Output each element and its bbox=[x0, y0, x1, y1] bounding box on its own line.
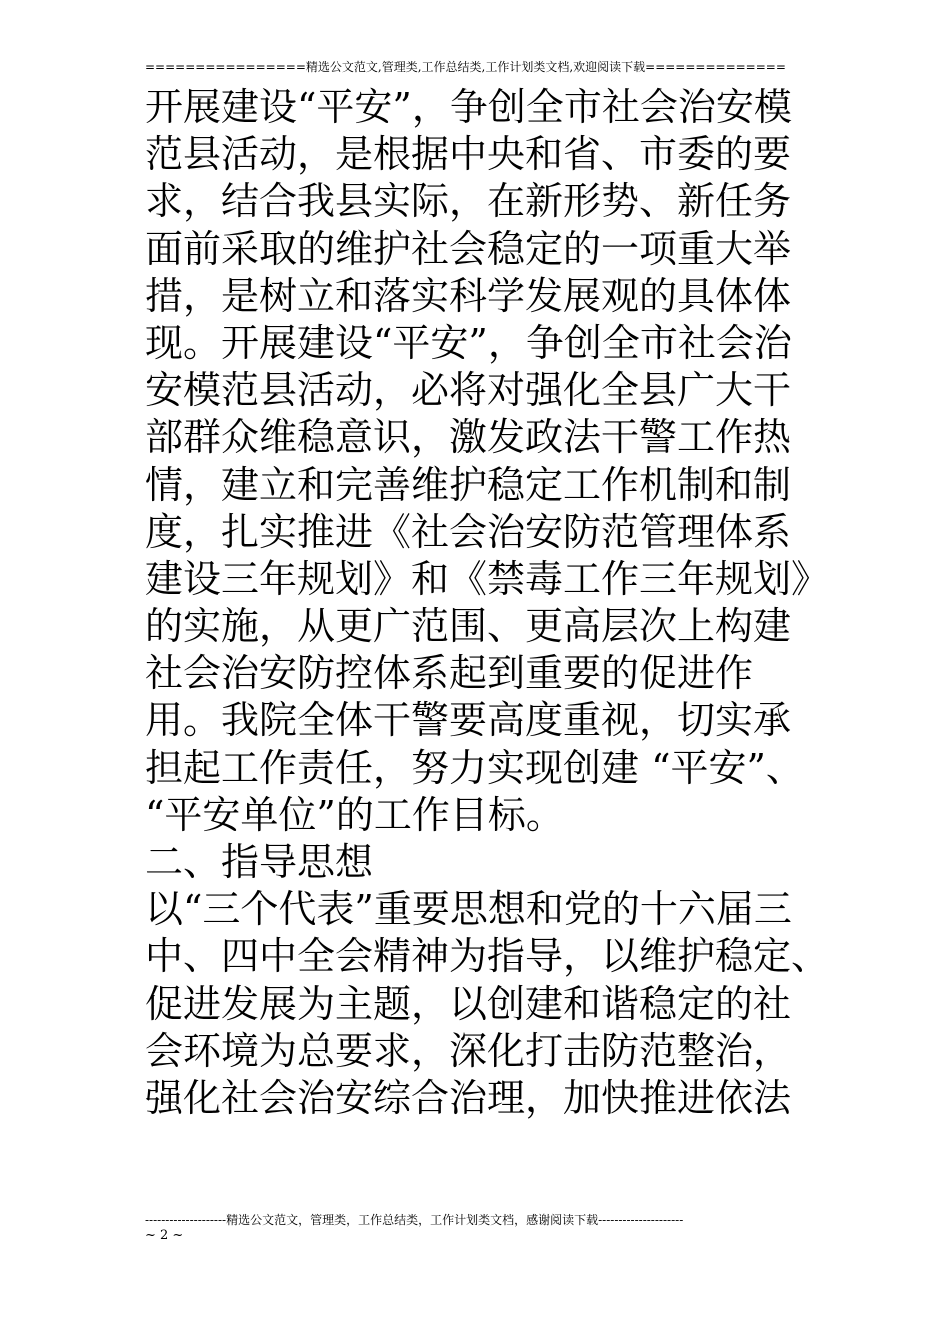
document-body bbox=[145, 84, 830, 1122]
body-line-21: 会环境为总要求，深化打击防范整治， bbox=[145, 1028, 792, 1073]
page-footer-banner: --------------------精选公文范文，管理类，工作总结类，工作计划类文档，感谢阅读下载--------------------- bbox=[145, 1213, 684, 1227]
body-line-8: 部群众维稳意识，激发政法干警工作热 bbox=[145, 415, 792, 460]
body-line-22: 强化社会治安综合治理，加快推进依法 bbox=[145, 1075, 792, 1120]
section-heading: 二、指导思想 bbox=[145, 840, 374, 884]
body-line-4: 面前采取的维护社会稳定的一项重大举 bbox=[145, 226, 792, 271]
body-line-5: 措，是树立和落实科学发展观的具体体 bbox=[145, 273, 792, 318]
page-number: ~ 2 ~ bbox=[145, 1228, 184, 1243]
body-line-3: 求，结合我县实际，在新形势、新任务 bbox=[145, 179, 792, 224]
body-line-6: 现。开展建设“平安”，争创全市社会治 bbox=[145, 320, 792, 365]
body-line-10: 度，扎实推进《社会治安防范管理体系 bbox=[145, 509, 792, 554]
body-line-19: 中、四中全会精神为指导，以维护稳定、 bbox=[145, 934, 830, 979]
body-line-15: 担起工作责任，努力实现创建 “平安”、 bbox=[145, 745, 804, 790]
body-line-1: 开展建设“平安”，争创全市社会治安模 bbox=[145, 85, 792, 129]
body-line-9: 情，建立和完善维护稳定工作机制和制 bbox=[145, 462, 792, 507]
page-header-banner: ================精选公文范文,管理类,工作总结类,工作计划类文档,欢迎阅读下载============== bbox=[145, 60, 786, 74]
body-line-14: 用。我院全体干警要高度重视，切实承 bbox=[145, 698, 792, 743]
body-line-12: 的实施，从更广范围、更高层次上构建 bbox=[145, 604, 792, 649]
body-line-13: 社会治安防控体系起到重要的促进作 bbox=[145, 651, 754, 696]
body-line-7: 安模范县活动，必将对强化全县广大干 bbox=[145, 368, 792, 413]
body-line-20: 促进发展为主题，以创建和谐稳定的社 bbox=[145, 981, 792, 1026]
body-line-16: “平安单位”的工作目标。 bbox=[145, 792, 564, 837]
body-line-11: 建设三年规划》和《禁毒工作三年规划》 bbox=[145, 556, 830, 601]
body-line-18: 以“三个代表”重要思想和党的十六届三 bbox=[145, 887, 792, 932]
body-line-2: 范县活动，是根据中央和省、市委的要 bbox=[145, 132, 792, 177]
